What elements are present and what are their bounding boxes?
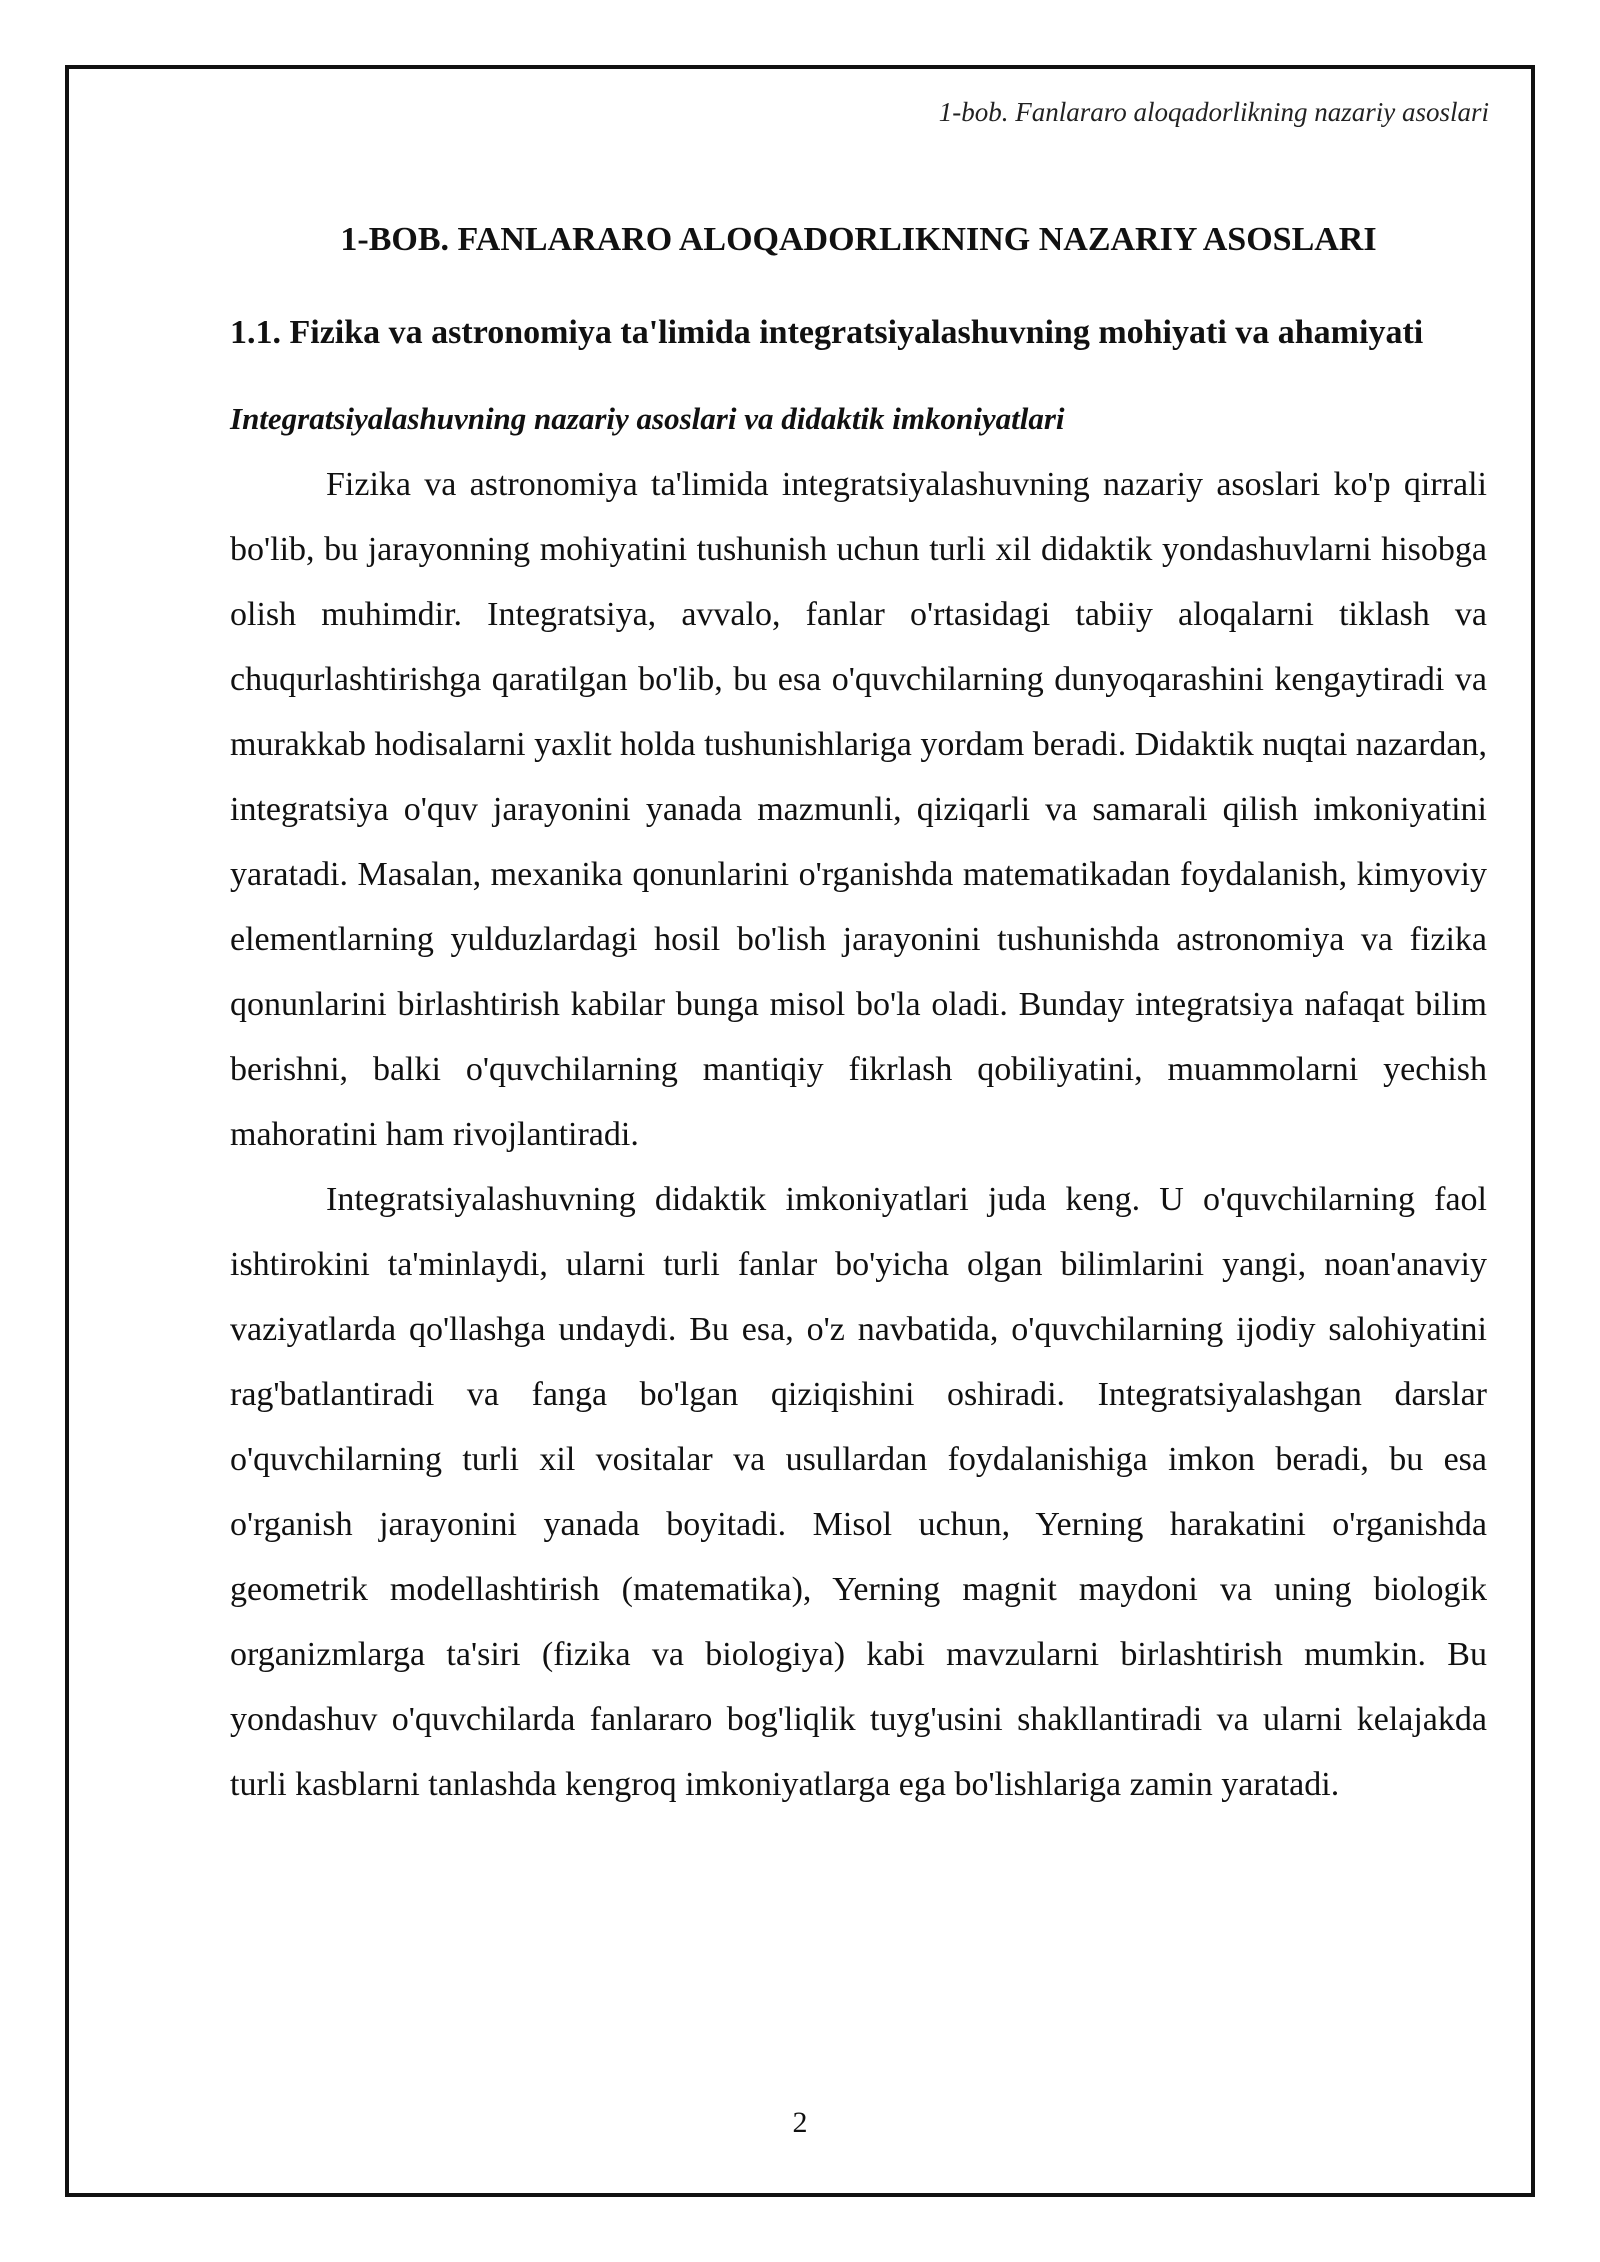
chapter-title: 1-BOB. FANLARARO ALOQADORLIKNING NAZARIY ASOSLARI — [340, 221, 1377, 258]
body-paragraph: Fizika va astronomiya ta'limida integratsiyalashuvning nazariy asoslari ko'p qirrali bo'lib, bu jarayonning mohiyatini tushunish uchun turli xil didaktik yondashuvlarni hisobga olish muhimdir. Integratsiya, avvalo, fanlar o'rtasidagi tabiiy aloqalarni tiklash va chuqurlashtirishga qaratilgan bo'lib, bu esa o'quvchilarning dunyoqarashini kengaytiradi va murakkab hodisalarni yaxlit holda tushunishlariga yordam beradi. Didaktik nuqtai nazardan, integratsiya o'quv jarayonini yanada mazmunli, qiziqarli va samarali qilish imkoniyatini yaratadi. Masalan, mexanika qonunlarini o'rganishda matematikadan foydalanish, kimyoviy elementlarning yulduzlardagi hosil bo'lish jarayonini tushunishda astronomiya va fizika qonunlarini birlashtirish kabilar bunga misol bo'la oladi. Bunday integratsiya nafaqat bilim berishni, balki o'quvchilarning mantiqiy fikrlash qobiliyatini, muammolarni yechish mahoratini ham rivojlantiradi. — [230, 466, 1487, 1153]
section-title: 1.1. Fizika va astronomiya ta'limida integratsiyalashuvning mohiyati va ahamiyati — [230, 314, 1424, 351]
page-content — [230, 210, 1487, 1817]
body-paragraph: Integratsiyalashuvning didaktik imkoniyatlari juda keng. U o'quvchilarning faol ishtirokini ta'minlaydi, ularni turli fanlar bo'yicha olgan bilimlarini yangi, noan'anaviy vaziyatlarda qo'llashga undaydi. Bu esa, o'z navbatida, o'quvchilarning ijodiy salohiyatini rag'batlantiradi va fanga bo'lgan qiziqishini oshiradi. Integratsiyalashgan darslar o'quvchilarning turli xil vositalar va usullardan foydalanishiga imkon beradi, bu esa o'rganish jarayonini yanada boyitadi. Misol uchun, Yerning harakatini o'rganishda geometrik modellashtirish (matematika), Yerning magnit maydoni va uning biologik organizmlarga ta'siri (fizika va biologiya) kabi mavzularni birlashtirish mumkin. Bu yondashuv o'quvchilarda fanlararo bog'liqlik tuyg'usini shakllantiradi va ularni kelajakda turli kasblarni tanlashda kengroq imkoniyatlarga ega bo'lishlariga zamin yaratadi. — [230, 1181, 1487, 1803]
page-number: 2 — [792, 2106, 808, 2139]
subsection-title: Integratsiyalashuvning nazariy asoslari va didaktik imkoniyatlari — [230, 401, 1065, 436]
running-header: 1-bob. Fanlararo aloqadorlikning nazariy asoslari — [938, 97, 1489, 127]
